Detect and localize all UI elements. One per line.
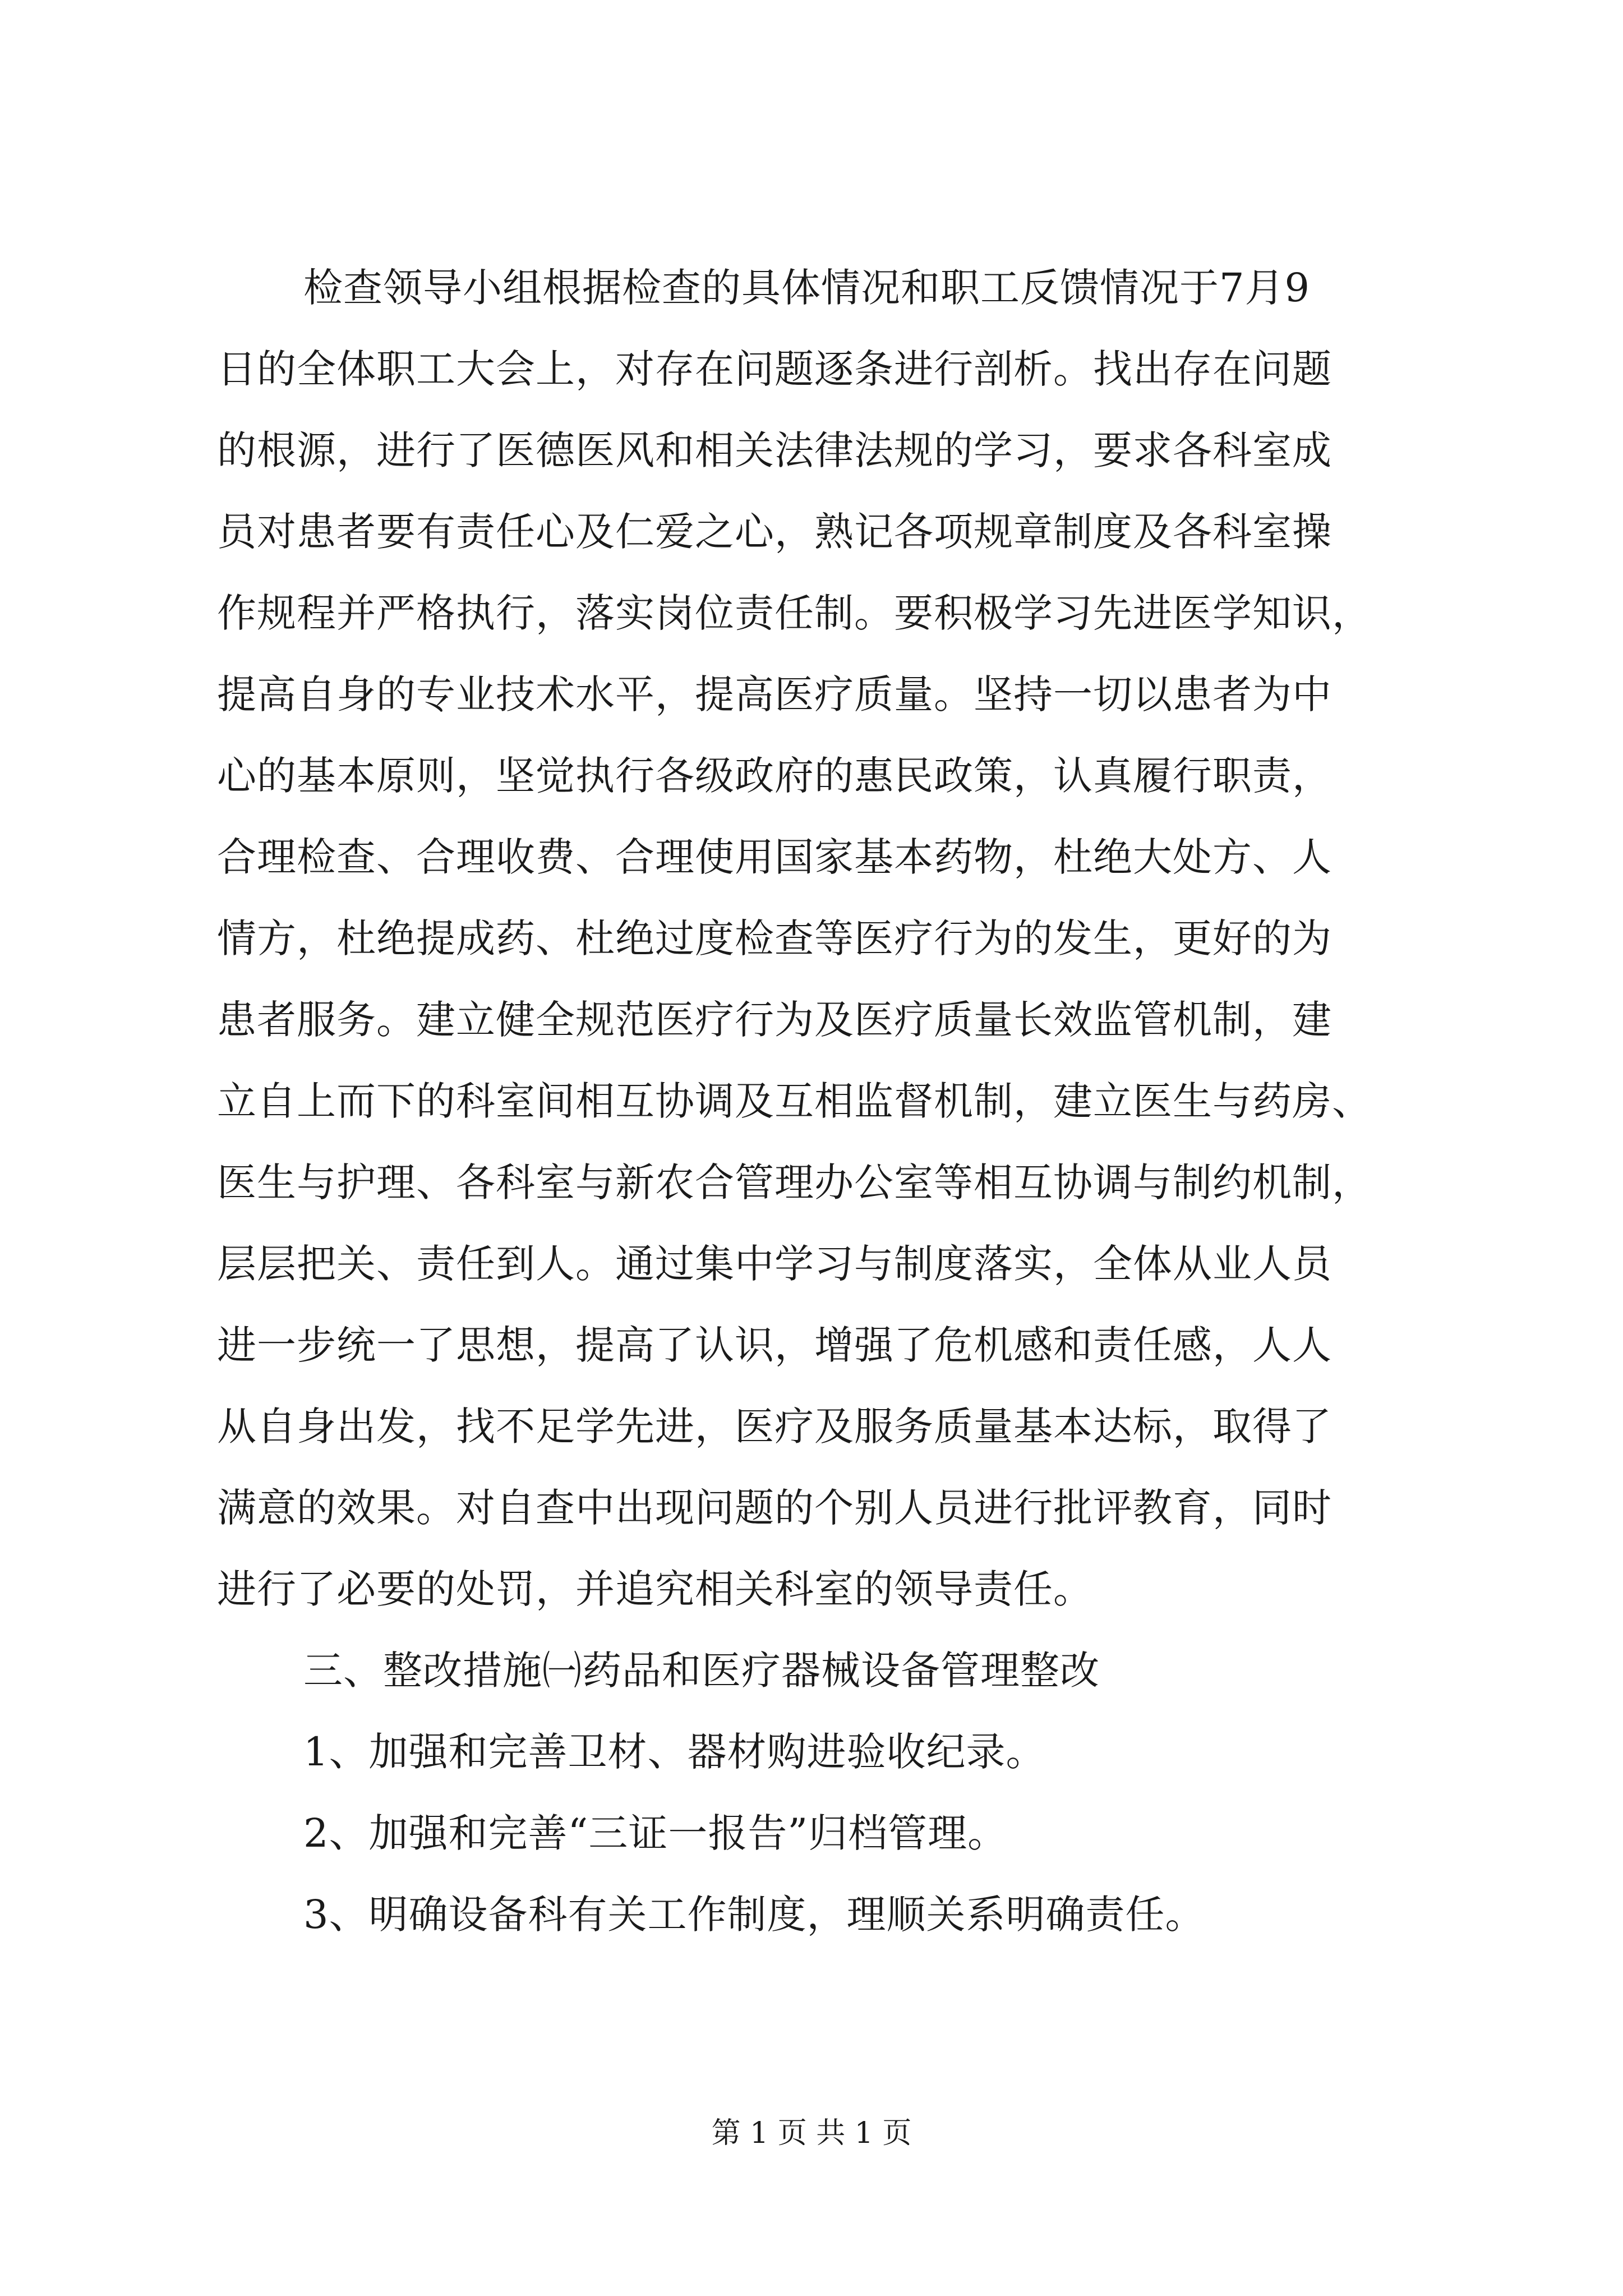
paragraph-line: 立自上而下的科室间相互协调及互相监督机制，建立医生与药房、 — [217, 1078, 1372, 1124]
paragraph-line: 心的基本原则，坚觉执行各级政府的惠民政策，认真履行职责， — [217, 753, 1332, 799]
paragraph-line: 合理检查、合理收费、合理使用国家基本药物，杜绝大处方、人 — [217, 834, 1332, 880]
paragraph-line: 作规程并严格执行，落实岗位责任制。要积极学习先进医学知识， — [217, 590, 1372, 636]
paragraph-line: 情方，杜绝提成药、杜绝过度检查等医疗行为的发生，更好的为 — [217, 915, 1332, 961]
list-item: 1、加强和完善卫材、器材购进验收纪录。 — [303, 1729, 1046, 1775]
paragraph-line: 日的全体职工大会上，对存在问题逐条进行剖析。找出存在问题 — [217, 346, 1332, 392]
section-heading: 三、整改措施㈠药品和医疗器械设备管理整改 — [303, 1648, 1100, 1694]
page-footer: 第 1 页 共 1 页 — [711, 2116, 912, 2150]
paragraph-line: 从自身出发，找不足学先进，医疗及服务质量基本达标，取得了 — [217, 1404, 1332, 1450]
list-item: 2、加强和完善“三证一报告”归档管理。 — [303, 1810, 1008, 1856]
list-item: 3、明确设备科有关工作制度，理顺关系明确责任。 — [303, 1892, 1205, 1938]
paragraph-line: 进一步统一了思想，提高了认识，增强了危机感和责任感，人人 — [217, 1322, 1332, 1368]
paragraph-line: 检查领导小组根据检查的具体情况和职工反馈情况于7月9 — [303, 265, 1311, 311]
paragraph-line: 医生与护理、各科室与新农合管理办公室等相互协调与制约机制， — [217, 1159, 1372, 1205]
paragraph-line: 患者服务。建立健全规范医疗行为及医疗质量长效监管机制，建 — [217, 997, 1332, 1043]
paragraph-line: 满意的效果。对自查中出现问题的个别人员进行批评教育，同时 — [217, 1485, 1332, 1531]
paragraph-line: 的根源，进行了医德医风和相关法律法规的学习，要求各科室成 — [217, 427, 1332, 473]
paragraph-line: 提高自身的专业技术水平，提高医疗质量。坚持一切以患者为中 — [217, 671, 1332, 717]
paragraph-line: 员对患者要有责任心及仁爱之心，熟记各项规章制度及各科室操 — [217, 509, 1332, 555]
paragraph-line: 层层把关、责任到人。通过集中学习与制度落实，全体从业人员 — [217, 1241, 1332, 1287]
paragraph-line: 进行了必要的处罚，并追究相关科室的领导责任。 — [217, 1566, 1093, 1612]
